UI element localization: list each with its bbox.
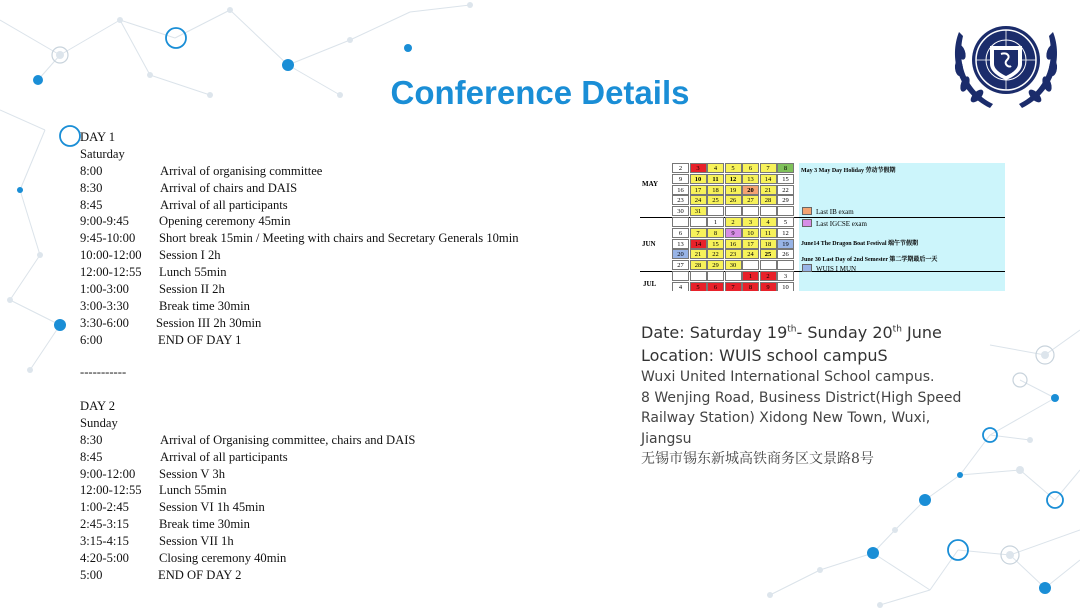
un-style-emblem-icon — [945, 12, 1067, 114]
calendar-day-cell — [725, 206, 742, 216]
calendar-day-cell: 21 — [690, 249, 707, 259]
schedule-activity: END OF DAY 1 — [158, 332, 242, 347]
calendar-day-cell: 30 — [725, 260, 742, 270]
event-date — [641, 321, 961, 344]
calendar-day-cell: 23 — [672, 195, 689, 205]
schedule-row — [80, 482, 227, 499]
calendar-day-cell: 27 — [742, 195, 759, 205]
calendar-day-cell — [672, 271, 689, 281]
schedule-row — [80, 466, 226, 483]
calendar-note: May 3 May Day Holiday 劳动节假期 — [801, 168, 896, 174]
calendar-day-cell: 27 — [672, 260, 689, 270]
calendar-day-cell: 25 — [707, 195, 724, 205]
calendar-day-cell: 14 — [690, 239, 707, 249]
calendar-day-cell: 30 — [672, 206, 689, 216]
schedule-time: 4:20-5:00 — [80, 551, 129, 566]
address-chinese: 无锡市锡东新城高铁商务区文景路8号 — [641, 451, 874, 467]
schedule-row — [80, 230, 519, 247]
calendar-note: Last IGCSE exam — [816, 220, 867, 228]
date-end: - Sunday 20 — [796, 323, 893, 342]
calendar-day-cell: 17 — [690, 185, 707, 195]
schedule-activity: END OF DAY 2 — [158, 567, 242, 582]
schedule-time: 6:00 — [80, 332, 103, 347]
calendar-day-cell: 21 — [760, 185, 777, 195]
calendar-day-cell: 5 — [725, 163, 742, 173]
schedule-row — [80, 516, 250, 533]
schedule-activity: Lunch 55min — [159, 483, 227, 498]
schedule-row — [80, 499, 265, 516]
calendar-month-label: JUN — [642, 240, 656, 248]
schedule-time: 1:00-3:00 — [80, 282, 129, 297]
calendar-day-cell — [690, 271, 707, 281]
calendar-day-cell: 9 — [725, 228, 742, 238]
schedule-activity: Arrival of chairs and DAIS — [160, 180, 298, 195]
schedule-activity: Session I 2h — [159, 248, 221, 263]
calendar-day-cell: 19 — [725, 185, 742, 195]
calendar-day-cell: 31 — [690, 206, 707, 216]
schedule-row — [80, 550, 287, 567]
calendar-day-cell: 29 — [707, 260, 724, 270]
calendar-day-cell: 3 — [777, 271, 794, 281]
calendar-day-cell: 8 — [707, 228, 724, 238]
schedule-activity: Arrival of Organising committee, chairs and DAIS — [160, 432, 416, 447]
calendar-day-cell: 15 — [707, 239, 724, 249]
schedule-activity: Arrival of organising committee — [160, 163, 323, 178]
day2-schedule — [80, 398, 416, 584]
day2-weekday: Sunday — [80, 415, 118, 430]
schedule-row — [80, 533, 234, 550]
schedule-time: 9:45-10:00 — [80, 231, 136, 246]
day1-weekday: Saturday — [80, 146, 125, 161]
calendar-day-cell: 22 — [777, 185, 794, 195]
day-separator: ----------- — [80, 365, 127, 379]
calendar-month-label: JUL — [643, 280, 657, 288]
schedule-row — [80, 180, 298, 197]
date-suffix: th — [787, 324, 797, 335]
calendar-day-cell: 6 — [672, 228, 689, 238]
calendar-day-cell: 8 — [742, 282, 759, 291]
calendar-day-cell: 4 — [760, 217, 777, 227]
calendar-day-cell: 24 — [742, 249, 759, 259]
schedule-row — [80, 264, 227, 281]
schedule-row — [80, 247, 221, 264]
calendar-day-cell: 16 — [672, 185, 689, 195]
calendar-day-cell: 7 — [690, 228, 707, 238]
calendar-day-cell: 5 — [690, 282, 707, 291]
calendar-day-cell — [742, 260, 759, 270]
calendar-day-cell: 20 — [742, 185, 759, 195]
calendar-day-cell: 28 — [760, 195, 777, 205]
schedule-row — [80, 432, 416, 449]
calendar-day-cell: 7 — [725, 282, 742, 291]
schedule-activity: Break time 30min — [159, 517, 250, 532]
calendar-day-cell: 11 — [707, 174, 724, 184]
schedule-time: 2:45-3:15 — [80, 517, 129, 532]
calendar-day-cell: 23 — [725, 249, 742, 259]
calendar-day-cell: 9 — [672, 174, 689, 184]
schedule-time: 9:00-9:45 — [80, 214, 129, 229]
schedule-row — [80, 567, 242, 584]
calendar-day-cell: 19 — [777, 239, 794, 249]
schedule-row — [80, 197, 288, 214]
day1-schedule — [80, 129, 519, 349]
calendar-day-cell: 1 — [707, 217, 724, 227]
address-line: Jiangsu — [641, 430, 692, 447]
calendar-day-cell: 13 — [742, 174, 759, 184]
schedule-activity: Session VI 1h 45min — [159, 500, 265, 515]
schedule-time: 3:15-4:15 — [80, 534, 129, 549]
schedule-time: 8:00 — [80, 163, 103, 178]
schedule-row — [80, 213, 291, 230]
calendar-day-cell: 15 — [777, 174, 794, 184]
calendar-note: WUIS I MUN — [816, 265, 857, 273]
calendar-day-cell: 1 — [742, 271, 759, 281]
schedule-row — [80, 449, 288, 466]
address-line: Wuxi United International School campus. — [641, 369, 935, 385]
calendar-day-cell — [690, 217, 707, 227]
calendar-day-cell: 26 — [777, 249, 794, 259]
date-start: Date: Saturday 19 — [641, 323, 788, 342]
schedule-activity: Opening ceremony 45min — [159, 214, 291, 229]
schedule-row — [80, 163, 323, 180]
calendar-note: Last IB exam — [816, 208, 854, 216]
calendar-day-cell: 18 — [760, 239, 777, 249]
calendar-day-cell: 11 — [760, 228, 777, 238]
calendar-day-cell: 5 — [777, 217, 794, 227]
calendar-day-cell: 18 — [707, 185, 724, 195]
address-line: 8 Wenjing Road, Business District(High Speed — [641, 389, 962, 406]
schedule-time: 8:45 — [80, 449, 103, 464]
calendar-day-cell — [725, 271, 742, 281]
calendar-day-cell — [777, 206, 794, 216]
calendar-day-cell: 14 — [760, 174, 777, 184]
schedule-time: 12:00-12:55 — [80, 483, 142, 498]
schedule-row — [80, 298, 250, 315]
calendar-day-cell: 10 — [777, 282, 794, 291]
legend-swatch-blue — [802, 264, 812, 272]
schedule-activity: Session V 3h — [159, 466, 226, 481]
calendar-day-cell: 12 — [725, 174, 742, 184]
legend-swatch-orange — [802, 207, 812, 215]
calendar-day-cell: 4 — [672, 282, 689, 291]
calendar-day-cell — [707, 271, 724, 281]
calendar-note: June14 The Dragon Boat Festival 端午节假期 — [801, 241, 919, 247]
schedule-time: 12:00-12:55 — [80, 265, 142, 280]
event-location: Location: WUIS school campuS — [641, 346, 888, 365]
address-line: Railway Station) Xidong New Town, Wuxi, — [641, 410, 931, 426]
schedule-activity: Session III 2h 30min — [156, 315, 262, 330]
calendar-day-cell: 22 — [707, 249, 724, 259]
calendar-day-cell: 9 — [760, 282, 777, 291]
calendar-day-cell: 3 — [690, 163, 707, 173]
calendar-month-label: MAY — [642, 180, 659, 188]
calendar-day-cell — [742, 206, 759, 216]
calendar-day-cell: 8 — [777, 163, 794, 173]
calendar-day-cell: 12 — [777, 228, 794, 238]
calendar-day-cell: 10 — [742, 228, 759, 238]
day1-header: DAY 1 — [80, 130, 116, 144]
schedule-time: 5:00 — [80, 567, 103, 582]
schedule-row — [80, 315, 262, 332]
schedule-time: 8:30 — [80, 432, 103, 447]
schedule-activity: Closing ceremony 40min — [159, 551, 287, 566]
calendar-day-cell: 20 — [672, 249, 689, 259]
schedule-time: 3:00-3:30 — [80, 298, 129, 313]
calendar-day-cell — [777, 260, 794, 270]
calendar-day-cell: 6 — [707, 282, 724, 291]
schedule-time: 8:30 — [80, 180, 103, 195]
schedule-activity: Lunch 55min — [159, 265, 227, 280]
schedule-time: 8:45 — [80, 197, 103, 212]
calendar-day-cell: 29 — [777, 195, 794, 205]
calendar-day-cell: 26 — [725, 195, 742, 205]
calendar-day-cell: 17 — [742, 239, 759, 249]
calendar-day-cell: 2 — [760, 271, 777, 281]
schedule-activity: Short break 15min / Meeting with chairs and Secretary Generals 10min — [159, 231, 519, 246]
calendar-day-cell: 3 — [742, 217, 759, 227]
calendar-day-cell: 16 — [725, 239, 742, 249]
schedule-activity: Arrival of all participants — [160, 197, 288, 212]
schedule-row — [80, 332, 242, 349]
calendar-day-cell: 13 — [672, 239, 689, 249]
calendar-day-cell — [672, 217, 689, 227]
school-calendar — [640, 163, 1005, 291]
calendar-day-cell: 28 — [690, 260, 707, 270]
calendar-day-cell — [707, 206, 724, 216]
date-suffix: th — [892, 324, 902, 335]
calendar-day-cell: 7 — [760, 163, 777, 173]
calendar-day-cell: 2 — [725, 217, 742, 227]
event-info — [641, 321, 961, 470]
calendar-day-cell: 2 — [672, 163, 689, 173]
date-month: June — [901, 323, 942, 342]
legend-swatch-purple — [802, 219, 812, 227]
calendar-day-cell: 6 — [742, 163, 759, 173]
schedule-time: 9:00-12:00 — [80, 466, 136, 481]
calendar-day-cell: 24 — [690, 195, 707, 205]
calendar-day-cell — [760, 206, 777, 216]
calendar-day-cell: 4 — [707, 163, 724, 173]
day2-header: DAY 2 — [80, 399, 116, 413]
schedule-activity: Session II 2h — [159, 282, 225, 297]
schedule-activity: Break time 30min — [159, 298, 250, 313]
schedule-time: 1:00-2:45 — [80, 500, 129, 515]
calendar-note: June 30 Last Day of 2nd Semester 第二学期最后一天 — [801, 257, 938, 263]
calendar-day-cell — [760, 260, 777, 270]
calendar-day-cell: 25 — [760, 249, 777, 259]
schedule-activity: Arrival of all participants — [160, 449, 288, 464]
schedule-time: 3:30-6:00 — [80, 315, 129, 330]
schedule-time: 10:00-12:00 — [80, 248, 142, 263]
schedule-activity: Session VII 1h — [159, 534, 234, 549]
page-title: Conference Details — [390, 74, 690, 111]
schedule-row — [80, 281, 225, 298]
calendar-day-cell: 10 — [690, 174, 707, 184]
